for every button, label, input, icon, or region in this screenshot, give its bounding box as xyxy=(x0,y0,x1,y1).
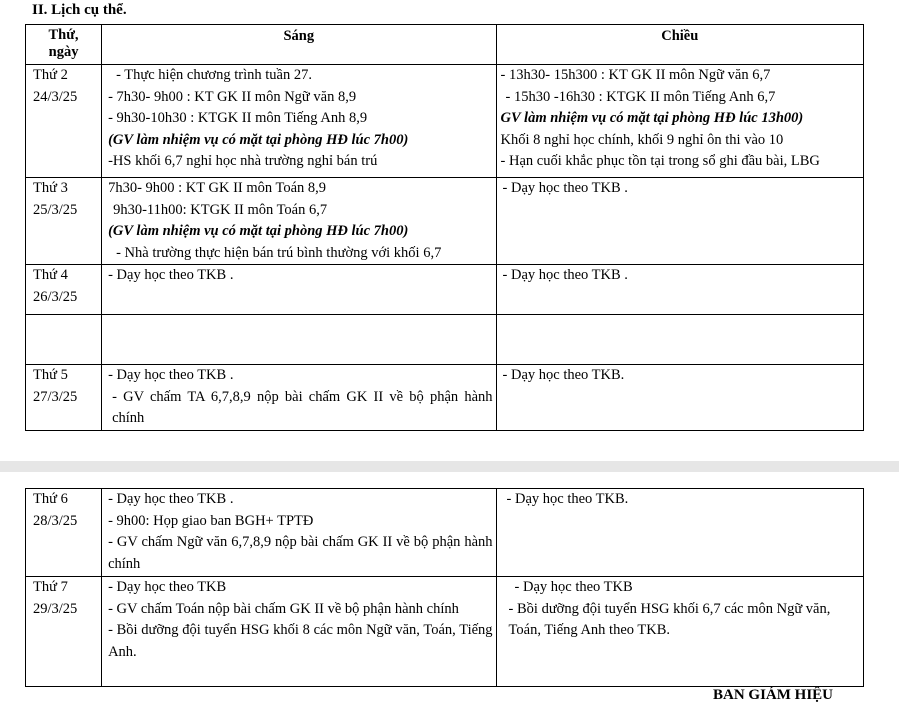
day-cell: Thứ 4 26/3/25 xyxy=(26,265,102,315)
empty-row xyxy=(26,315,864,365)
empty-cell xyxy=(496,315,863,365)
day-cell: Thứ 2 24/3/25 xyxy=(26,65,102,178)
day-cell: Thứ 7 29/3/25 xyxy=(26,577,102,687)
day-cell: Thứ 6 28/3/25 xyxy=(26,489,102,577)
signature-label: BAN GIÁM HIỆU xyxy=(713,687,834,703)
page-break xyxy=(0,461,899,472)
afternoon-cell: - Dạy học theo TKB. xyxy=(496,365,863,431)
empty-cell xyxy=(102,315,496,365)
morning-cell: - Thực hiện chương trình tuần 27. - 7h30- 9h00 : KT GK II môn Ngữ văn 8,9 - 9h30-10h30 : KTGK II môn Tiếng Anh 8,9 (GV làm nhiệm vụ có mặt tại phòng HĐ lúc 7h00) -HS khối 6,7 nghỉ học nhà trường nghỉ bán trú xyxy=(102,65,496,178)
afternoon-cell: - Dạy học theo TKB. xyxy=(496,489,863,577)
day-column-header: Thứ, ngày xyxy=(26,25,102,65)
morning-cell: - Dạy học theo TKB . - 9h00: Họp giao ban BGH+ TPTĐ - GV chấm Ngữ văn 6,7,8,9 nộp bài chấm GK II về bộ phận hành chính xyxy=(102,489,496,577)
day-cell: Thứ 3 25/3/25 xyxy=(26,178,102,265)
table-row xyxy=(26,65,864,178)
afternoon-cell: - Dạy học theo TKB . xyxy=(496,265,863,315)
day-cell: Thứ 5 27/3/25 xyxy=(26,365,102,431)
afternoon-column-header: Chiều xyxy=(496,25,863,65)
afternoon-cell: - Dạy học theo TKB - Bồi dưỡng đội tuyển HSG khối 6,7 các môn Ngữ văn, Toán, Tiếng Anh theo TKB. xyxy=(496,577,863,687)
empty-cell xyxy=(26,315,102,365)
table-header-row xyxy=(26,25,864,65)
schedule-table-top xyxy=(25,24,864,431)
table-row xyxy=(26,178,864,265)
schedule-table-bottom xyxy=(25,488,864,687)
table-row xyxy=(26,265,864,315)
section-heading: II. Lịch cụ thể. xyxy=(32,2,127,18)
table-row xyxy=(26,365,864,431)
morning-cell: - Dạy học theo TKB - GV chấm Toán nộp bài chấm GK II về bộ phận hành chính - Bồi dưỡng đội tuyển HSG khối 8 các môn Ngữ văn, Toán, Tiếng Anh. xyxy=(102,577,496,687)
morning-column-header: Sáng xyxy=(102,25,496,65)
morning-cell: - Dạy học theo TKB . xyxy=(102,265,496,315)
afternoon-cell: - 13h30- 15h300 : KT GK II môn Ngữ văn 6,7 - 15h30 -16h30 : KTGK II môn Tiếng Anh 6,7 GV làm nhiệm vụ có mặt tại phòng HĐ lúc 13h00) Khối 8 nghỉ học chính, khối 9 nghỉ ôn thi vào 10 - Hạn cuối khắc phục tồn tại trong sổ ghi đầu bài, LBG xyxy=(496,65,863,178)
table-row xyxy=(26,489,864,577)
morning-cell: 7h30- 9h00 : KT GK II môn Toán 8,9 9h30-11h00: KTGK II môn Toán 6,7 (GV làm nhiệm vụ có mặt tại phòng HĐ lúc 7h00) - Nhà trường thực hiện bán trú bình thường với khối 6,7 xyxy=(102,178,496,265)
morning-cell: - Dạy học theo TKB . - GV chấm TA 6,7,8,9 nộp bài chấm GK II về bộ phận hành chính xyxy=(102,365,496,431)
table-row xyxy=(26,577,864,687)
afternoon-cell: - Dạy học theo TKB . xyxy=(496,178,863,265)
